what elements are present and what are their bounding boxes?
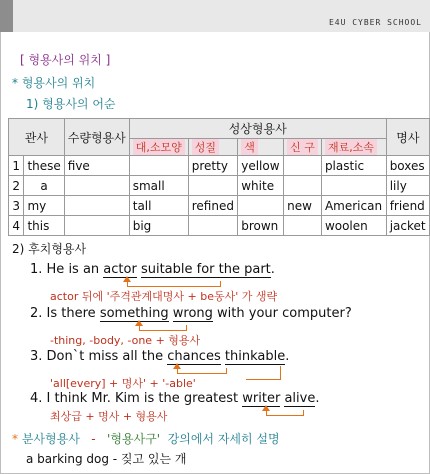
- brand-label: E4U CYBER SCHOOL: [328, 18, 422, 27]
- cell-quantity: [64, 216, 129, 236]
- cell-quality: [188, 216, 237, 236]
- sentence-1: 1. He is an actor suitable for the part.: [30, 262, 275, 277]
- table-row: [9, 196, 430, 216]
- cell-age: new: [284, 196, 322, 216]
- note-4: 최상급 + 명사 + 형용사: [50, 410, 168, 423]
- cell-material: plastic: [321, 156, 386, 176]
- table-row: [9, 156, 430, 176]
- example-line: a barking dog - 짖고 있는 개: [26, 452, 187, 466]
- cell-article: my: [24, 196, 64, 216]
- arrow-connector-3: [177, 368, 227, 374]
- subheader-color: 색: [238, 139, 284, 156]
- arrow-head-3: [173, 363, 181, 369]
- underlined-adjective: alive: [284, 391, 316, 406]
- underlined-pronoun: something: [99, 306, 169, 321]
- cell-quantity: [64, 196, 129, 216]
- underlined-noun: chances: [167, 349, 221, 364]
- cell-material: American: [321, 196, 386, 216]
- cell-noun: jacket: [386, 216, 429, 236]
- arrow-head-1: [123, 276, 131, 282]
- note-1: actor 뒤에 '주격관계대명사 + be동사' 가 생략: [50, 290, 278, 303]
- table-row: [9, 216, 430, 236]
- arrow-connector-3b: [246, 366, 281, 380]
- header-descriptive: 성상형용사: [129, 119, 386, 139]
- heading: * 형용사의 위치: [12, 76, 96, 90]
- subheader-quality: 성질: [188, 139, 237, 156]
- subheader-size: 대,소모양: [129, 139, 188, 156]
- cell-size: small: [129, 176, 188, 196]
- arrow-head-4: [262, 405, 270, 411]
- cell-size: tall: [129, 196, 188, 216]
- cell-material: [321, 176, 386, 196]
- row-number: 1: [9, 156, 24, 176]
- note-2: -thing, -body, -one + 형용사: [50, 334, 201, 347]
- cell-noun: boxes: [386, 156, 429, 176]
- cell-article: this: [24, 216, 64, 236]
- cell-age: [284, 216, 322, 236]
- header-article: 관사: [9, 119, 65, 156]
- cell-quantity: [64, 176, 129, 196]
- header-quantity: 수량형용사: [64, 119, 129, 156]
- participle-quote: '형용사구': [107, 432, 161, 446]
- cell-size: big: [129, 216, 188, 236]
- arrow-connector-1: [127, 281, 221, 287]
- cell-size: [129, 156, 188, 176]
- table-row: [9, 176, 430, 196]
- note-3: 'all[every] + 명사' + '-able': [50, 377, 196, 390]
- section-title: [ 형용사의 위치 ]: [20, 53, 111, 67]
- header-bar: [0, 0, 430, 32]
- subheader-material: 재료,소속: [321, 139, 386, 156]
- cell-age: [284, 176, 322, 196]
- subheader-age: 신 구: [284, 139, 322, 156]
- cell-quality: pretty: [188, 156, 237, 176]
- cell-quality: [188, 176, 237, 196]
- underlined-adjective: wrong: [172, 306, 213, 321]
- cell-article: a: [24, 176, 64, 196]
- sentence-2: 2. Is there something wrong with your computer?: [30, 306, 352, 321]
- cell-color: yellow: [238, 156, 284, 176]
- adjective-order-table: [8, 118, 430, 236]
- cell-material: woolen: [321, 216, 386, 236]
- postpositive-title: 2) 후치형용사: [12, 242, 87, 256]
- row-number: 4: [9, 216, 24, 236]
- participle-label: 분사형용사: [21, 432, 80, 446]
- row-number: 2: [9, 176, 24, 196]
- cell-color: brown: [238, 216, 284, 236]
- row-number: 3: [9, 196, 24, 216]
- arrow-head-2: [135, 320, 143, 326]
- cell-color: white: [238, 176, 284, 196]
- underlined-noun: writer: [242, 391, 281, 406]
- cell-quality: refined: [188, 196, 237, 216]
- cell-age: [284, 156, 322, 176]
- arrow-connector-4: [266, 410, 304, 416]
- bullet-star: *: [12, 432, 18, 446]
- subheading: 1) 형용사의 어순: [26, 97, 116, 111]
- sentence-4: 4. I think Mr. Kim is the greatest writer alive.: [30, 391, 320, 406]
- participle-line: * 분사형용사 - '형용사구' 강의에서 자세히 설명: [12, 432, 280, 446]
- arrow-connector-2: [139, 325, 187, 331]
- cell-article: these: [24, 156, 64, 176]
- underlined-adjective: thinkable: [224, 349, 286, 364]
- underlined-noun: actor: [103, 262, 137, 277]
- cell-noun: lily: [386, 176, 429, 196]
- table-header-row: [9, 119, 430, 139]
- header-accent-block: [0, 0, 13, 32]
- underlined-adjective: suitable for the part: [140, 262, 271, 277]
- cell-color: [238, 196, 284, 216]
- sentence-3: 3. Don`t miss all the chances thinkable.: [30, 349, 290, 364]
- cell-quantity: five: [64, 156, 129, 176]
- cell-noun: friend: [386, 196, 429, 216]
- header-noun: 명사: [386, 119, 429, 156]
